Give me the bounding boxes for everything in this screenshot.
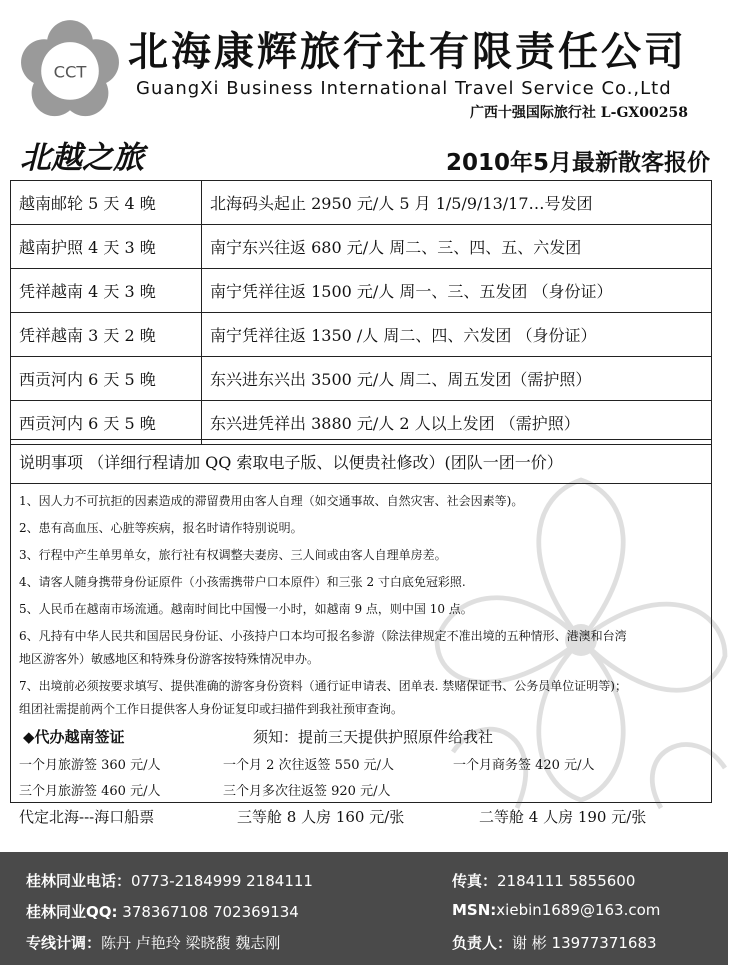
- msn-label: MSN:: [452, 901, 497, 919]
- quote-title: 2010年5月最新散客报价: [445, 150, 710, 176]
- logo-text: CCT: [53, 62, 87, 82]
- note-item: 2、患有高血压、心脏等疾病，报名时请作特别说明。: [19, 521, 303, 535]
- tour-detail: 南宁凭祥往返 1350 /人 周二、四、六发团 （身份证）: [202, 313, 712, 357]
- divider: [11, 483, 711, 484]
- contact-footer: [0, 852, 728, 965]
- msn-value: xiebin1689@163.com: [496, 901, 661, 919]
- phone-line: [26, 870, 313, 891]
- visa-title: ◆代办越南签证: [23, 728, 125, 746]
- company-name-cn: 北海康辉旅行社有限责任公司: [128, 29, 687, 75]
- staff-line: [26, 932, 280, 953]
- tour-name: 西贡河内 6 天 5 晚: [11, 401, 202, 445]
- tour-name: 越南邮轮 5 天 4 晚: [11, 181, 202, 225]
- tour-name: 凭祥越南 4 天 3 晚: [11, 269, 202, 313]
- table-row: [11, 269, 712, 313]
- table-row: [11, 401, 712, 445]
- table-row: [11, 313, 712, 357]
- table-row: [11, 225, 712, 269]
- license-rank: 广西十强国际旅行社 L-GX00258: [469, 105, 688, 121]
- notes-header: 说明事项 （详细行程请加 QQ 索取电子版、以便贵社修改）(团队一团一价）: [19, 453, 563, 472]
- visa-option: 三个月旅游签 460 元/人: [19, 784, 161, 799]
- tour-detail: 南宁东兴往返 680 元/人 周二、三、四、五、六发团: [202, 225, 712, 269]
- visa-notice: 须知：提前三天提供护照原件给我社: [253, 728, 494, 746]
- tour-detail: 东兴进东兴出 3500 元/人 周二、周五发团（需护照）: [202, 357, 712, 401]
- visa-option: 一个月 2 次往返签 550 元/人: [223, 758, 394, 773]
- tour-detail: 东兴进凭祥出 3880 元/人 2 人以上发团 （需护照）: [202, 401, 712, 445]
- visa-option: 一个月旅游签 360 元/人: [19, 758, 161, 773]
- table-row: [11, 181, 712, 225]
- tour-name: 凭祥越南 3 天 2 晚: [11, 313, 202, 357]
- qq-label: 桂林同业QQ:: [26, 903, 118, 921]
- msn-line: [452, 901, 660, 919]
- note-item: 1、因人力不可抗拒的因素造成的滞留费用由客人自理（如交通事故、自然灾害、社会因素等)。: [19, 494, 524, 508]
- notes-box: [10, 439, 712, 826]
- section-title: 北越之旅: [20, 140, 144, 176]
- phone-label: 桂林同业电话：: [26, 872, 132, 890]
- note-item: 5、人民币在越南市场流通。越南时间比中国慢一小时，如越南 9 点，则中国 10 点。: [19, 602, 473, 616]
- qq-line: [26, 901, 299, 922]
- ferry-option: 二等舱 4 人房 190 元/张: [479, 808, 647, 826]
- note-item: 3、行程中产生单男单女，旅行社有权调整夫妻房、三人间或由客人自理单房差。: [19, 548, 447, 562]
- visa-option: 三个月多次往返签 920 元/人: [223, 784, 391, 799]
- note-item: 地区游客外）敏感地区和特殊身份游客按特殊情况申办。: [19, 652, 320, 666]
- ferry-option: 三等舱 8 人房 160 元/张: [237, 808, 405, 826]
- tour-name: 西贡河内 6 天 5 晚: [11, 357, 202, 401]
- staff-value: 陈丹 卢艳玲 梁晓馥 魏志刚: [101, 934, 281, 952]
- note-item: 组团社需提前两个工作日提供客人身份证复印或扫描件到我社预审查询。: [19, 702, 404, 716]
- company-name-en: GuangXi Business International Travel Service Co.,Ltd: [136, 78, 672, 99]
- manager-label: 负责人：: [452, 934, 513, 952]
- manager-value: 谢 彬 13977371683: [512, 934, 657, 952]
- visa-option: 一个月商务签 420 元/人: [453, 758, 595, 773]
- staff-label: 专线计调：: [26, 934, 102, 952]
- phone-value: 0773-2184999 2184111: [131, 872, 313, 890]
- tour-price-table: [10, 180, 712, 445]
- note-item: 6、凡持有中华人民共和国居民身份证、小孩持户口本均可报名参游（除法律规定不准出境的五种情形、港澳和台湾: [19, 629, 627, 643]
- flower-logo-icon: [22, 22, 118, 118]
- note-item: 4、请客人随身携带身份证原件（小孩需携带户口本原件）和三张 2 寸白底免冠彩照.: [19, 575, 466, 589]
- tour-detail: 南宁凭祥往返 1500 元/人 周一、三、五发团 （身份证）: [202, 269, 712, 313]
- tour-name: 越南护照 4 天 3 晚: [11, 225, 202, 269]
- qq-value: 378367108 702369134: [122, 903, 299, 921]
- fax-label: 传真：: [452, 872, 498, 890]
- fax-line: [452, 870, 635, 891]
- note-item: 7、出境前必须按要求填写、提供准确的游客身份资料（通行证申请表、团单表. 禁赌保证书、公务员单位证明等)；: [19, 679, 627, 693]
- ferry-label: 代定北海---海口船票: [19, 808, 155, 826]
- tour-detail: 北海码头起止 2950 元/人 5 月 1/5/9/13/17…号发团: [202, 181, 712, 225]
- manager-line: [452, 932, 657, 953]
- fax-value: 2184111 5855600: [497, 872, 636, 890]
- table-row: [11, 357, 712, 401]
